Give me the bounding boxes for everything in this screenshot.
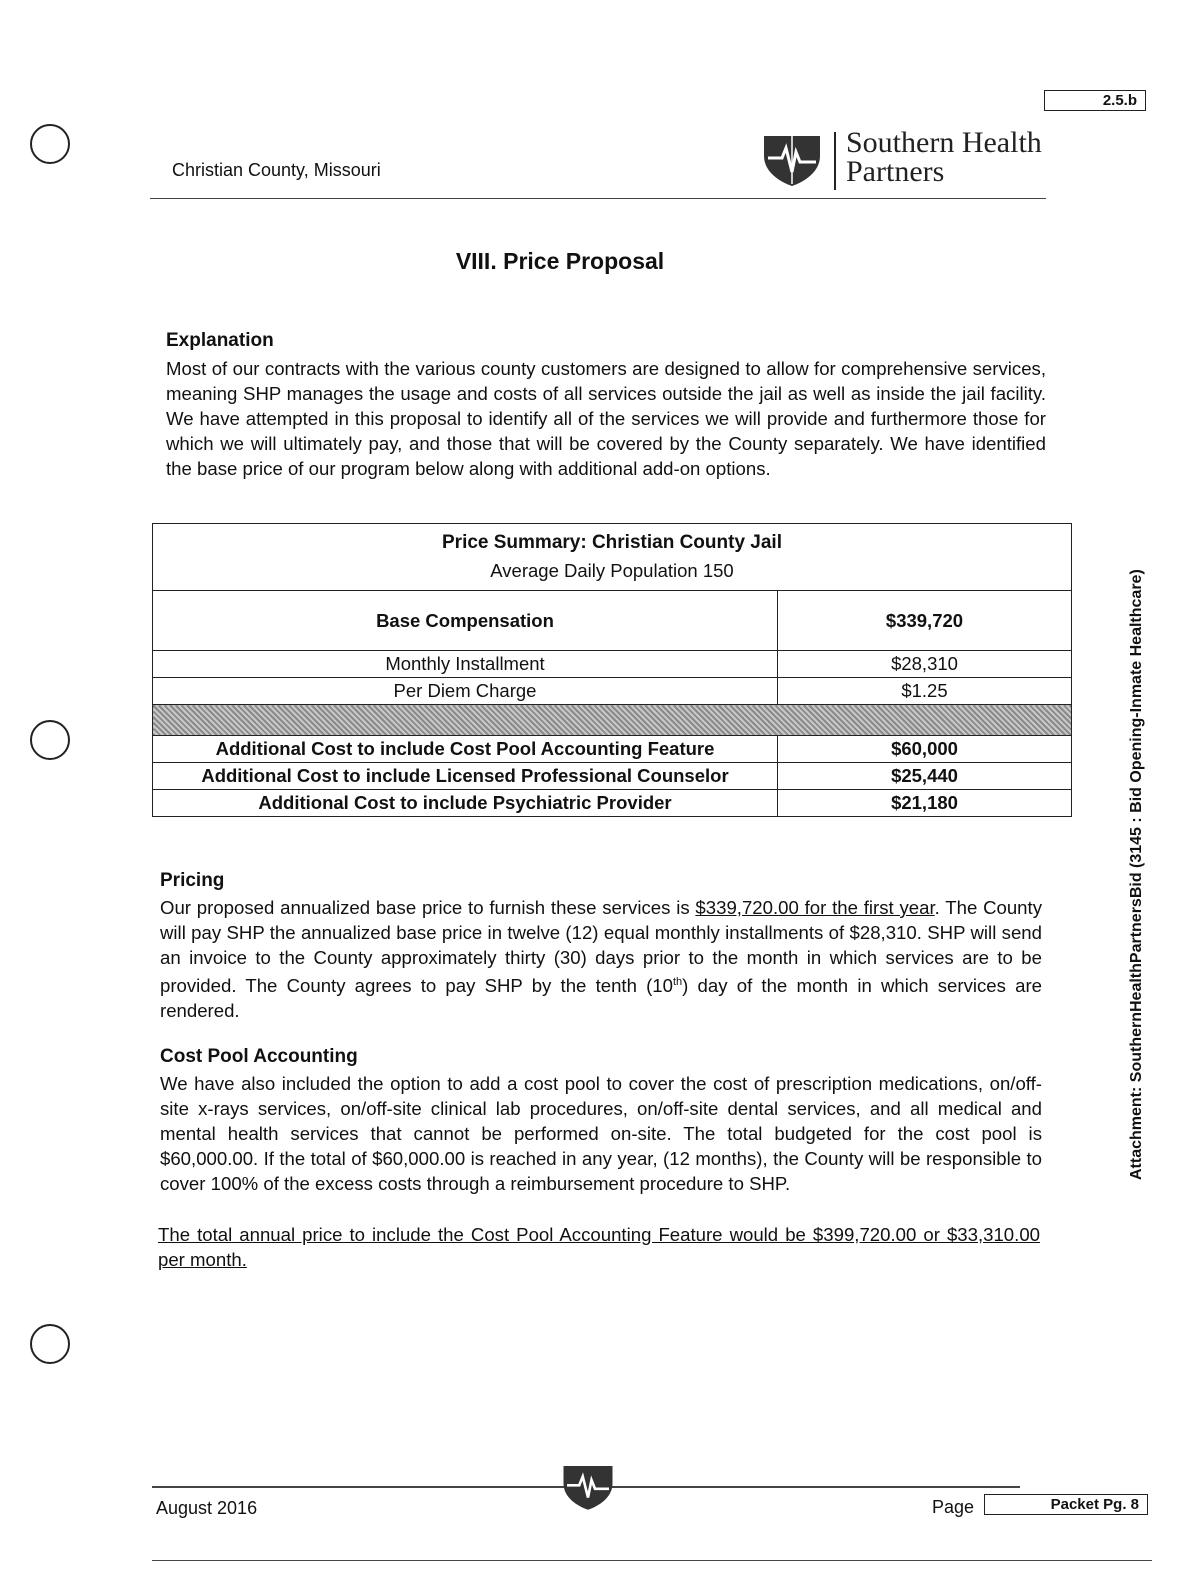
binder-hole-middle: [30, 720, 70, 760]
price-table-header-cell: [153, 524, 1072, 591]
addon-row-value: $21,180: [778, 790, 1072, 817]
header-county: Christian County, Missouri: [172, 160, 381, 180]
footer-date: August 2016: [156, 1498, 258, 1518]
price-row-value: $1.25: [778, 678, 1072, 705]
binder-hole-bottom: [30, 1324, 70, 1364]
addon-row-value: $25,440: [778, 763, 1072, 790]
shield-heartbeat-icon: [760, 132, 824, 193]
logo-divider: [834, 132, 836, 190]
pricing-ordinal-suffix: th: [672, 976, 683, 988]
cost-pool-heading: Cost Pool Accounting: [160, 1046, 358, 1067]
addon-row-value: $60,000: [778, 736, 1072, 763]
section-title: VIII. Price Proposal: [455, 248, 665, 274]
price-row-label: Per Diem Charge: [153, 678, 778, 705]
pricing-heading: Pricing: [160, 870, 225, 891]
pricing-text-start: Our proposed annualized base price to furnish these services is: [160, 897, 696, 918]
footer-page-label: Page: [932, 1497, 975, 1517]
price-summary-table: [152, 523, 1072, 817]
price-row-label: Monthly Installment: [153, 651, 778, 678]
explanation-heading: Explanation: [166, 330, 274, 351]
logo-line-2: Partners: [846, 155, 945, 188]
company-logo-text: [846, 128, 1042, 186]
logo-line-1: Southern Health: [846, 126, 1042, 159]
pricing-body: [160, 895, 1042, 1023]
pricing-first-year-price: $339,720.00 for the first year: [695, 897, 935, 918]
addon-row-label: Additional Cost to include Licensed Professional Counselor: [153, 763, 778, 790]
cost-pool-body: We have also included the option to add a cost pool to cover the cost of prescription medications, on/off-site x-rays services, on/off-site clinical lab procedures, on/off-site dental services, and all medical and mental health services that cannot be performed on-site. The total budgeted for the cost pool is $60,000.00. If the total of $60,000.00 is reached in any year, (12 months), the County will be responsible to cover 100% of the excess costs through a reimbursement procedure to SHP.: [160, 1073, 1042, 1194]
bottom-edge-rule: [152, 1560, 1152, 1561]
price-row-value: $339,720: [778, 591, 1072, 651]
header-rule: [150, 198, 1046, 199]
pricing-text-middle: . The County will pay SHP the annualized base price in twelve (12) equal monthly installments of $28,310. SHP will send an invoice to the County approximately thirty (30) days prior to the month in which services are to be provided. The County agrees to pay SHP by the tenth (10: [160, 897, 1042, 997]
price-table-title: Price Summary: Christian County Jail: [442, 532, 782, 553]
addon-row-label: Additional Cost to include Cost Pool Accounting Feature: [153, 736, 778, 763]
shaded-divider-row: [153, 705, 1072, 736]
attachment-side-label: Attachment: SouthernHealthPartnersBid (3145 : Bid Opening-Inmate Healthcare): [1128, 569, 1145, 1180]
price-table-subtitle: Average Daily Population 150: [490, 560, 734, 581]
price-row-value: $28,310: [778, 651, 1072, 678]
binder-hole-top: [30, 124, 70, 164]
packet-page-tag: Packet Pg. 8: [984, 1494, 1148, 1515]
price-row-label: Base Compensation: [153, 591, 778, 651]
explanation-body: Most of our contracts with the various county customers are designed to allow for comprehensive services, meaning SHP manages the usage and costs of all services outside the jail as well as inside the jail facility. We have attempted in this proposal to identify all of the services we will provide and furthermore those for which we will ultimately pay, and those that will be covered by the County separately. We have identified the base price of our program below along with additional add-on options.: [166, 358, 1046, 479]
addon-row-label: Additional Cost to include Psychiatric Provider: [153, 790, 778, 817]
page-tag: 2.5.b: [1044, 90, 1146, 111]
cost-pool-total-note: The total annual price to include the Cost Pool Accounting Feature would be $399,720.00 or $33,310.00 per month.: [158, 1224, 1040, 1270]
footer-shield-icon: [560, 1462, 616, 1517]
pricing-text-end: ) day of the month in which services are rendered.: [160, 975, 1042, 1022]
